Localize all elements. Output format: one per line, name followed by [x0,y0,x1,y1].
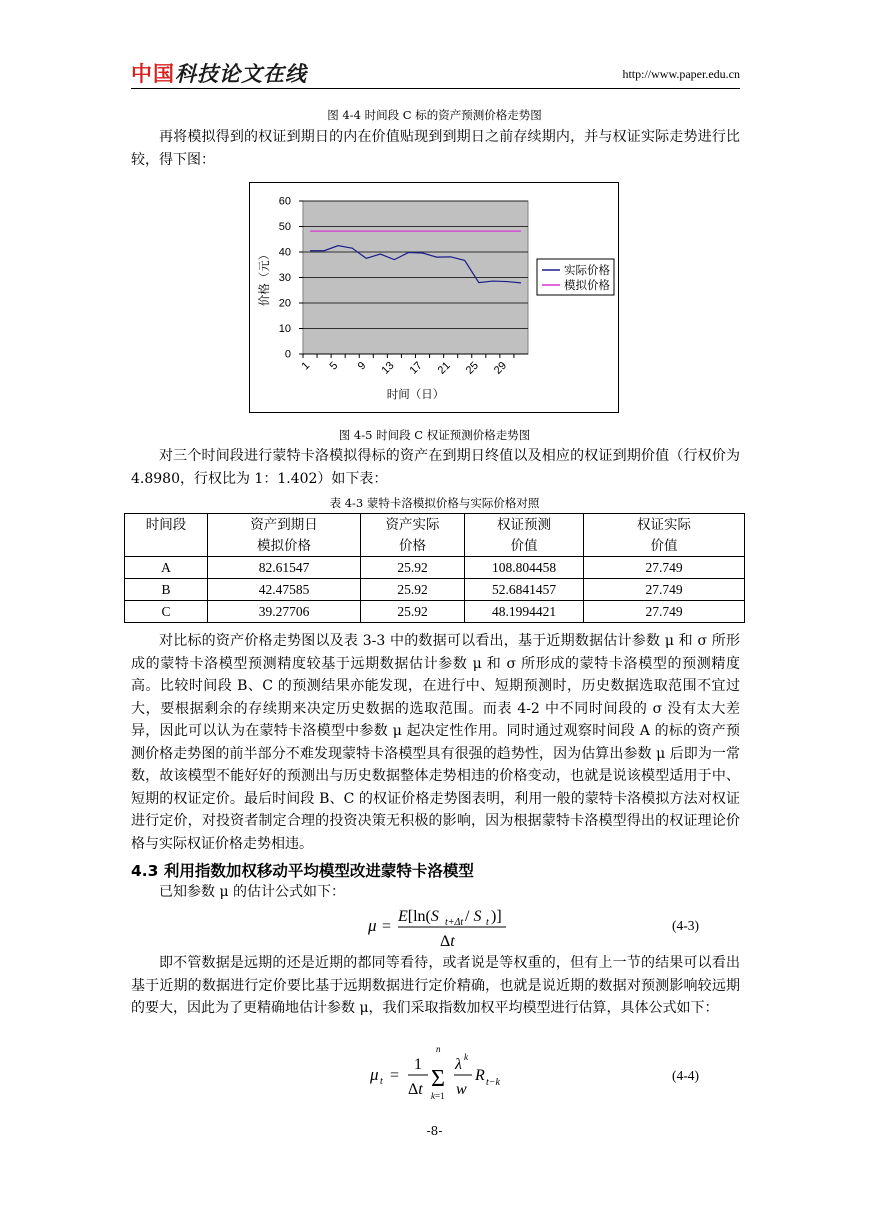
page-header [131,58,740,88]
paragraph-1 [131,126,740,171]
table-cell: 108.804458 [465,557,584,579]
svg-text:k=1: k=1 [431,1091,445,1101]
x-axis-label: 时间（日） [386,387,445,401]
section-heading: 4.3 利用指数加权移动平均模型改进蒙特卡洛模型 [131,862,474,880]
legend-label: 模拟价格 [564,278,610,292]
svg-text:1: 1 [414,1056,422,1073]
formula-4-4 [370,1040,510,1102]
table-row [125,601,745,623]
svg-text:E[ln(S: E[ln(S [398,908,439,925]
y-tick-label: 60 [278,195,291,208]
y-tick-label: 40 [278,246,291,259]
logo-red-text: 中国 [131,62,175,86]
paragraph-2 [131,445,740,490]
svg-text:=: = [382,918,392,935]
svg-text:Δt: Δt [408,1081,423,1098]
paragraph-5-text: 即不管数据是远期的还是近期的都同等看待，或者说是等权重的，但有上一节的结果可以看出基于近期的数据进行定价要比基于远期数据进行定价精确，也就是说近期的数据对预测影响较远期的要大，因此为了更精确地估计参数 μ，我们采取指数加权平均模型进行估算，具体公式如下： [131,955,740,1016]
legend-label: 实际价格 [564,263,610,277]
y-tick-label: 50 [278,221,291,233]
x-tick-label: 21 [435,359,453,377]
paragraph-3-text: 对比标的资产价格走势图以及表 3-3 中的数据可以看出，基于近期数据估计参数 μ 和 σ 所形成的蒙特卡洛模型预测精度较基于远期数据估计参数 μ 和 σ 所形成的蒙特卡洛模型的预测精度高。比较时间段 B、C 的预测结果亦能发现，在进行中、短期预测时，历史数据选取范围不宜过大，要根据剩余的存续期来决定历史数据的选取范围。而表 4-2 中不同时间段的 σ 没有太大差异，因此可以认为在蒙特卡洛模型中参数 μ 起决定性作用。同时通过观察时间段 A 的标的资产预测价格走势图的前半部分不难发现蒙特卡洛模型具有很强的趋势性，因为估算出参数 μ 后即为一常数，故该模型不能好好的预测出与历史数据整体走势相违的价格变动，也就是说该模型适用于中、短期的权证定价。最后时间段 B、C 的权证价格走势图表明，利用一般的蒙特卡洛模拟方法对权证进行定价，对投资者制定合理的投资决策无积极的影响，因为根据蒙特卡洛模型得出的权证理论价格与实际权证价格走势相违。 [131,633,740,852]
y-axis-label: 价格（元） [257,248,271,307]
table-4-3-caption: 表 4-3 蒙特卡洛模拟价格与实际价格对照 [329,496,540,510]
header-line: 权证预测 [497,517,551,532]
table-cell: 39.27706 [208,601,361,623]
x-tick-label: 25 [463,359,481,377]
table-cell: 27.749 [584,579,745,601]
header-line: 权证实际 [637,517,691,532]
svg-text:t: t [486,917,489,928]
logo-dark-text: 科技论文在线 [175,62,307,86]
x-tick-label: 1 [299,359,313,373]
header-line: 模拟价格 [257,538,311,553]
paragraph-5 [131,952,740,1020]
y-tick-label: 10 [278,323,291,335]
comparison-table [124,513,745,623]
svg-text:t: t [380,1076,383,1087]
svg-text:w: w [456,1081,467,1098]
paragraph-2-text: 对三个时间段进行蒙特卡洛模拟得标的资产在到期日终值以及相应的权证到期价值（行权价为 4.8980，行权比为 1：1.402）如下表： [131,448,740,487]
x-tick-label: 13 [379,359,397,377]
y-tick-label: 30 [278,272,291,284]
table-row [125,557,745,579]
svg-text:=: = [390,1067,400,1084]
table-header-cell [125,514,208,557]
journal-logo [131,58,307,88]
svg-text:R: R [475,1067,485,1084]
table-cell: 25.92 [361,579,465,601]
header-url[interactable]: http://www.paper.edu.cn [622,67,740,81]
table-header-cell [465,514,584,557]
table-cell: 42.47585 [208,579,361,601]
paragraph-3 [131,630,740,855]
header-line: 资产到期日 [250,517,318,532]
page-number: -8- [426,1124,443,1138]
table-cell: 82.61547 [208,557,361,579]
x-tick-label: 29 [491,359,510,377]
table-header-cell [584,514,745,557]
svg-text:Σ: Σ [431,1066,445,1092]
table-header-cell [208,514,361,557]
svg-text:)]: )] [491,908,502,925]
table-cell: 48.1994421 [465,601,584,623]
table-header-cell [361,514,465,557]
table-cell: 27.749 [584,557,745,579]
svg-text:/ S: / S [465,908,482,925]
figure-4-4-caption: 图 4-4 时间段 C 标的资产预测价格走势图 [327,108,542,122]
svg-text:λ: λ [455,1056,462,1073]
formula-4-3 [368,902,508,952]
header-line: 资产实际 [385,517,440,532]
equation-number-4-3: (4-3) [672,918,699,933]
header-line: 价值 [510,538,538,553]
svg-text:μ: μ [368,916,377,935]
price-chart-svg [250,183,618,412]
paragraph-4 [131,881,740,904]
x-tick-label: 5 [327,359,341,373]
equation-number-4-4: (4-4) [672,1068,699,1083]
y-tick-label: 20 [278,297,291,310]
header-line: 价值 [650,538,678,553]
table-cell: A [125,557,208,579]
figure-4-5-caption: 图 4-5 时间段 C 权证预测价格走势图 [338,428,531,442]
table-cell: C [125,601,208,623]
y-tick-label: 0 [284,348,291,361]
table-cell: 27.749 [584,601,745,623]
table-row [125,579,745,601]
svg-text:t+Δt: t+Δt [445,917,464,928]
svg-text:μ: μ [370,1065,379,1084]
svg-text:Δt: Δt [440,933,455,950]
x-tick-label: 17 [407,359,425,377]
table-cell: 25.92 [361,601,465,623]
table-cell: 25.92 [361,557,465,579]
x-tick-label: 9 [355,359,369,373]
header-rule [131,88,740,89]
svg-text:k: k [464,1052,468,1062]
svg-text:n: n [436,1044,441,1054]
paragraph-4-text: 已知参数 μ 的估计公式如下： [159,884,345,900]
svg-text:t−k: t−k [486,1077,500,1088]
figure-4-5-chart [249,182,619,413]
header-line: 时间段 [145,517,187,532]
table-cell: B [125,579,208,601]
table-header-row [125,514,745,557]
paragraph-1-text: 再将模拟得到的权证到期日的内在价值贴现到到期日之前存续期内，并与权证实际走势进行比较，得下图： [131,129,740,168]
header-line: 价格 [399,538,426,553]
table-cell: 52.6841457 [465,579,584,601]
